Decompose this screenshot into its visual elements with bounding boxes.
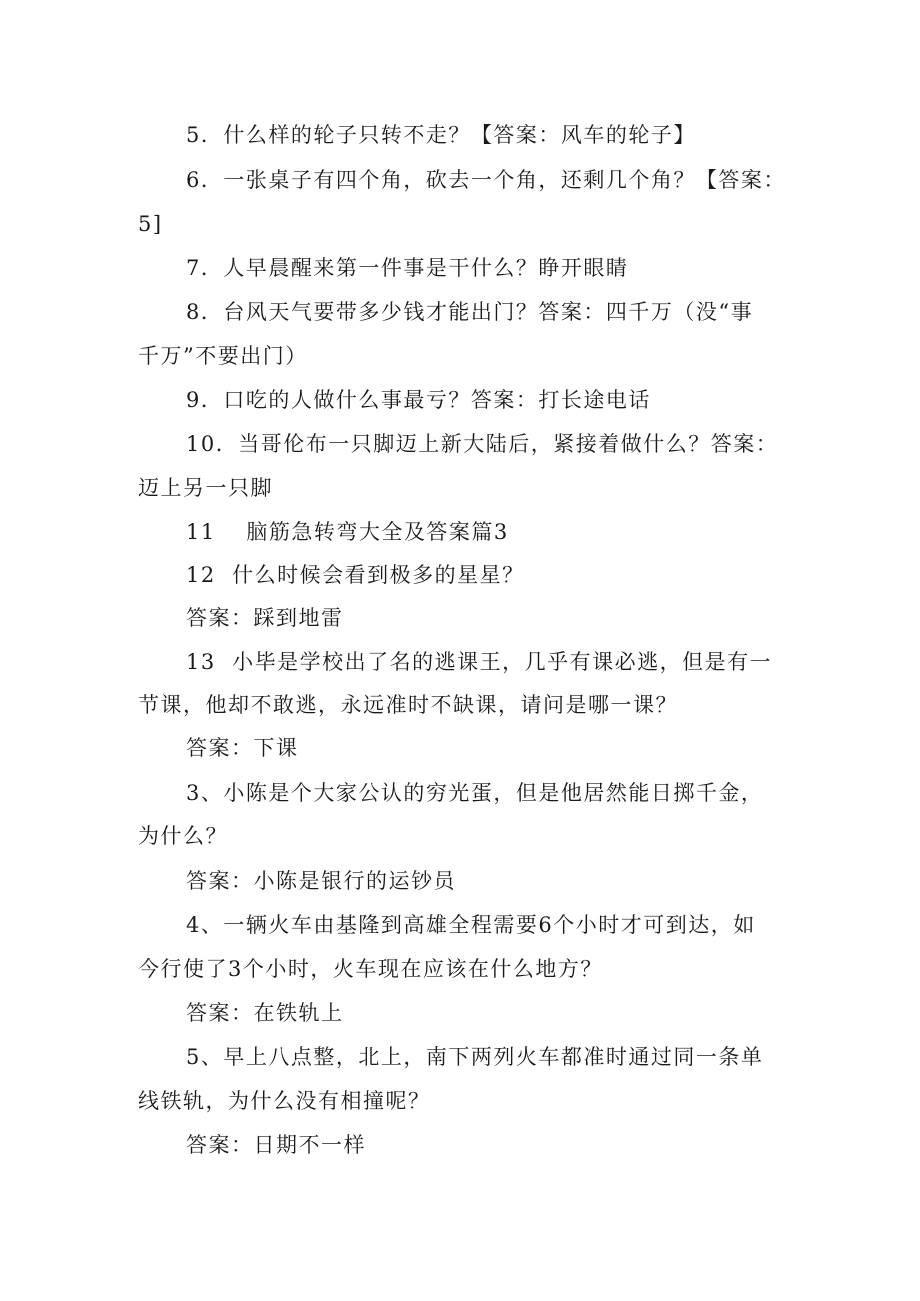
riddle-6-question: 6．一张桌子有四个角，砍去一个角，还剩几个角？【答案： [186,168,786,192]
riddle-3-answer: 答案：小陈是银行的运钞员 [186,869,456,893]
riddle-4-continuation: 今行使了3个小时，火车现在应该在什么地方？ [138,957,603,981]
riddle-6-continuation: 5] [138,212,163,236]
riddle-12-question: 12 什么时候会看到极多的星星？ [186,563,525,587]
riddle-13-continuation: 节课，他却不敢逃，永远准时不缺课，请问是哪一课？ [138,693,678,717]
riddle-12-answer: 答案：踩到地雷 [186,606,344,630]
riddle-3-question: 3、小陈是个大家公认的穷光蛋，但是他居然能日掷千金， [186,781,764,805]
riddle-13-answer: 答案：下课 [186,736,299,760]
section-heading: 11 脑筋急转弯大全及答案篇3 [186,520,509,544]
riddle-4-answer: 答案：在铁轨上 [186,1001,344,1025]
riddle-10-continuation: 迈上另一只脚 [138,476,273,500]
riddle-4-question: 4、一辆火车由基隆到高雄全程需要6个小时才可到达，如 [186,913,756,937]
riddle-9-question: 9．口吃的人做什么事最亏？答案：打长途电话 [186,388,651,412]
riddle-3-continuation: 为什么？ [138,824,228,848]
riddle-10-question: 10．当哥伦布一只脚迈上新大陆后，紧接着做什么？答案： [186,432,779,456]
riddle-5b-continuation: 线铁轨，为什么没有相撞呢？ [138,1089,431,1113]
riddle-8-continuation: 千万”不要出门） [138,344,308,368]
riddle-5b-answer: 答案：日期不一样 [186,1133,366,1157]
riddle-5-question: 5．什么样的轮子只转不走？【答案：风车的轮子】 [186,123,696,147]
riddle-13-question: 13 小毕是学校出了名的逃课王，几乎有课必逃，但是有一 [186,650,773,674]
riddle-7-question: 7．人早晨醒来第一件事是干什么？睁开眼睛 [186,256,629,280]
riddle-5b-question: 5、早上八点整，北上，南下两列火车都准时通过同一条单 [186,1045,764,1069]
riddle-8-question: 8．台风天气要带多少钱才能出门？答案：四千万（没“事 [186,300,754,324]
